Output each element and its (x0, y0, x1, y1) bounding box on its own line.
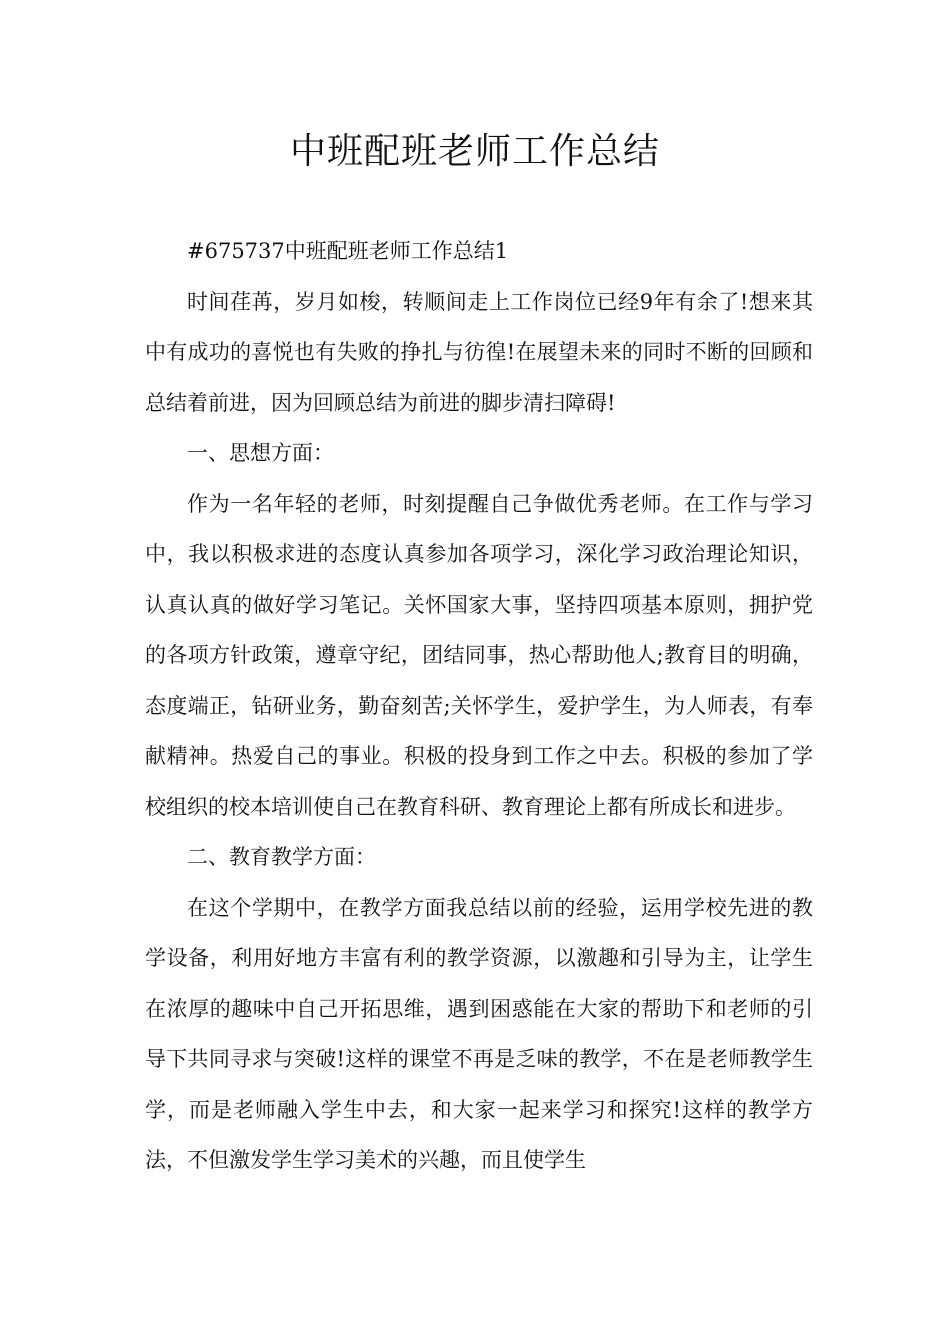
section-heading-teaching: 二、教育教学方面： (187, 845, 376, 869)
section-heading-thought: 一、思想方面： (187, 441, 334, 465)
document-title: 中班配班老师工作总结 (289, 131, 660, 172)
paragraph-thought: 作为一名年轻的老师，时刻提醒自己争做优秀老师。在工作与学习中，我以积极求进的态度认真参加各项学习，深化学习政治理论知识，认真认真的做好学习笔记。关怀国家大事，坚持四项基本原则，拥护党的各项方针政策，遵章守纪，团结同事，热心帮助他人;教育目的明确，态度端正，钻研业务，勤奋刻苦;关怀学生，爱护学生，为人师表，有奉献精神。热爱自己的事业。积极的投身到工作之中去。积极的参加了学校组织的校本培训使自己在教育科研、教育理论上都有所成长和进步。 (145, 491, 813, 819)
document-body (145, 226, 813, 1186)
paragraph-teaching: 在这个学期中，在教学方面我总结以前的经验，运用学校先进的教学设备，利用好地方丰富有利的教学资源，以激趣和引导为主，让学生在浓厚的趣味中自己开拓思维，遇到困惑能在大家的帮助下和老师的引导下共同寻求与突破!这样的课堂不再是乏味的教学，不在是老师教学生学，而是老师融入学生中去，和大家一起来学习和探究!这样的教学方法，不但激发学生学习美术的兴趣，而且使学生 (145, 895, 813, 1172)
paragraph-doc-id: #675737中班配班老师工作总结1 (187, 239, 509, 263)
paragraph-intro: 时间荏苒，岁月如梭，转顺间走上工作岗位已经9年有余了!想来其中有成功的喜悦也有失败的挣扎与彷徨!在展望未来的同时不断的回顾和总结着前进，因为回顾总结为前进的脚步清扫障碍! (145, 289, 813, 415)
